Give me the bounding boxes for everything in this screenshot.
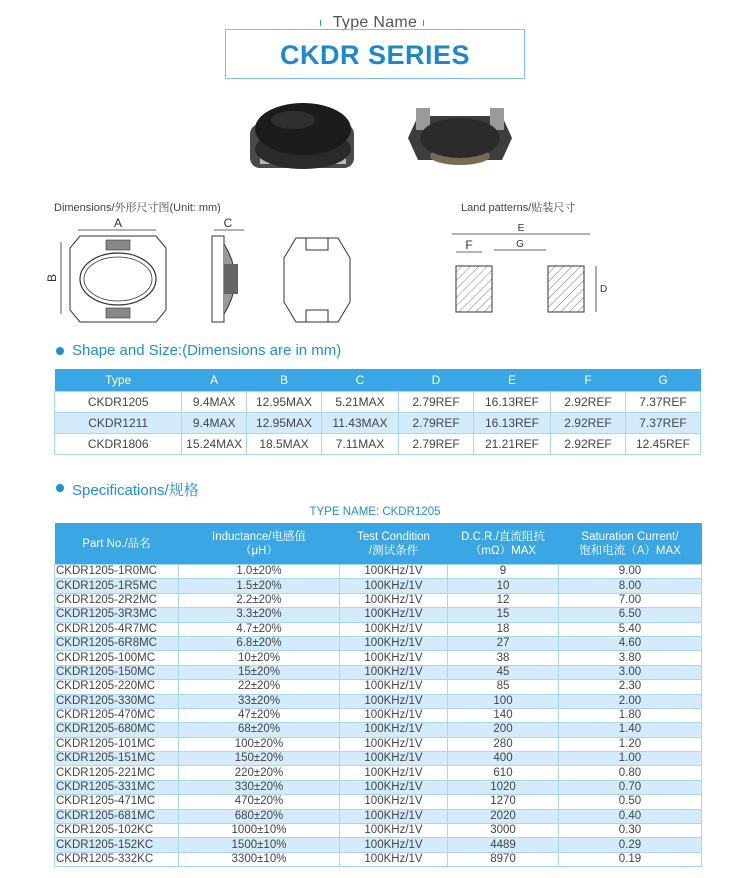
table-cell: 1500±10% [179,838,340,852]
table-cell: 2.79REF [399,434,474,455]
column-header [340,523,448,565]
core-inner [84,257,152,301]
header-line: Saturation Current/ [581,530,679,543]
table-cell: CKDR1205 [55,392,182,413]
table-cell: 100KHz/1V [340,608,448,622]
table-cell: CKDR1806 [55,434,182,455]
table-cell: 100KHz/1V [340,824,448,838]
table-cell: 1.5±20% [179,579,340,593]
pad-top [106,240,130,250]
table-cell: 100KHz/1V [340,651,448,665]
table-row [55,434,701,455]
winding [224,264,238,294]
table-cell: 100KHz/1V [340,809,448,823]
table-cell: 610 [448,766,559,780]
table-cell: 0.40 [559,809,702,823]
table-cell: 2020 [448,809,559,823]
table-row [55,392,701,413]
base-outline [284,238,350,322]
table-row [55,413,701,434]
table-cell: CKDR1205-4R7MC [55,622,179,636]
table-cell: CKDR1205-680MC [55,723,179,737]
table-cell: 100KHz/1V [340,680,448,694]
table-cell: 2.92REF [551,434,626,455]
table-cell: 1.0±20% [179,565,340,579]
dimension-drawing-bottom-view [282,234,352,326]
header-line: D.C.R./直流阻抗 [461,530,545,543]
dimensions-caption: Dimensions/外形尺寸图(Unit: mm) [54,202,221,214]
table-cell: 1000±10% [179,824,340,838]
table-cell: CKDR1205-471MC [55,795,179,809]
label-c: C [223,216,233,230]
table-cell: 16.13REF [473,413,550,434]
table-cell: CKDR1205-101MC [55,737,179,751]
table-cell: 7.11MAX [322,434,399,455]
table-cell: CKDR1205-331MC [55,780,179,794]
table-cell: 68±20% [179,723,340,737]
table-cell: 8970 [448,852,559,866]
table-cell: 3.3±20% [179,608,340,622]
column-header: C [322,369,399,392]
table-cell: CKDR1205-152KC [55,838,179,852]
table-cell: CKDR1205-150MC [55,665,179,679]
table-cell: 1270 [448,795,559,809]
column-header: G [625,369,700,392]
pad-bottom [106,308,130,318]
label-e: E [517,223,525,234]
label-a: A [113,216,123,230]
table-cell: 12.45REF [625,434,700,455]
header-line: （mΩ）MAX [469,544,537,557]
table-row [55,694,702,708]
table-cell: 5.21MAX [322,392,399,413]
table-cell: 0.70 [559,780,702,794]
table-cell: CKDR1205-3R3MC [55,608,179,622]
table-cell: 7.37REF [625,413,700,434]
shape-size-table [54,369,701,455]
table-cell: 9 [448,565,559,579]
column-header: A [182,369,247,392]
table-cell: 85 [448,680,559,694]
land-pattern-drawing [440,220,616,322]
table-cell: 3000 [448,824,559,838]
table-cell: 7.00 [559,593,702,607]
table-cell: CKDR1205-681MC [55,809,179,823]
table-header-row [55,369,701,392]
table-cell: 10±20% [179,651,340,665]
table-cell: 1.00 [559,752,702,766]
table-cell: 150±20% [179,752,340,766]
table-cell: 10 [448,579,559,593]
table-cell: 3.80 [559,651,702,665]
specifications-heading: Specifications/规格 [72,482,199,499]
dimension-drawing-top-view [45,214,168,326]
column-header: B [247,369,322,392]
column-header: E [473,369,550,392]
table-cell: CKDR1205-220MC [55,680,179,694]
table-cell: 100KHz/1V [340,737,448,751]
table-cell: 1.40 [559,723,702,737]
table-cell: 45 [448,665,559,679]
table-cell: 4.60 [559,636,702,650]
table-row [55,809,702,823]
table-cell: 15.24MAX [182,434,247,455]
table-cell: 12.95MAX [247,413,322,434]
core-base [420,118,500,158]
table-row [55,636,702,650]
table-row [55,608,702,622]
table-cell: 100KHz/1V [340,565,448,579]
table-row [55,780,702,794]
table-cell: 9.4MAX [182,392,247,413]
table-cell: 0.29 [559,838,702,852]
table-row [55,852,702,866]
table-cell: 2.92REF [551,413,626,434]
table-cell: 100KHz/1V [340,766,448,780]
header-line: （μH） [240,544,278,557]
table-cell: 18 [448,622,559,636]
table-cell: 100±20% [179,737,340,751]
table-cell: CKDR1205-102KC [55,824,179,838]
specifications-table [54,523,702,867]
table-cell: 100KHz/1V [340,622,448,636]
table-cell: 100KHz/1V [340,852,448,866]
table-row [55,665,702,679]
table-cell: 0.19 [559,852,702,866]
table-cell: 22±20% [179,680,340,694]
table-cell: 2.79REF [399,392,474,413]
header-line: /测试条件 [368,544,419,557]
table-cell: 4.7±20% [179,622,340,636]
table-cell: 16.13REF [473,392,550,413]
table-cell: 200 [448,723,559,737]
table-cell: 9.00 [559,565,702,579]
table-row [55,752,702,766]
table-cell: 8.00 [559,579,702,593]
header-line: Inductance/电感值 [212,530,306,543]
bullet-icon [56,484,64,492]
table-cell: 2.2±20% [179,593,340,607]
table-row [55,622,702,636]
table-row [55,680,702,694]
table-row [55,579,702,593]
table-cell: 18.5MAX [247,434,322,455]
product-photo-front [240,94,366,176]
product-photo-back [404,98,516,174]
table-cell: 3.00 [559,665,702,679]
type-name-text: Type Name [332,14,418,31]
table-cell: CKDR1205-151MC [55,752,179,766]
table-cell: 15 [448,608,559,622]
label-f: F [465,238,473,252]
table-cell: 100KHz/1V [340,665,448,679]
table-cell: 47±20% [179,708,340,722]
table-row [55,795,702,809]
table-cell: CKDR1205-470MC [55,708,179,722]
column-header: D [399,369,474,392]
core-top [255,103,351,155]
table-row [55,766,702,780]
land-pad-left [456,266,492,312]
table-cell: 100KHz/1V [340,752,448,766]
table-row [55,651,702,665]
table-cell: 100KHz/1V [340,636,448,650]
table-row [55,824,702,838]
table-cell: 11.43MAX [322,413,399,434]
table-cell: 0.80 [559,766,702,780]
table-cell: 100KHz/1V [340,723,448,737]
table-cell: 1.80 [559,708,702,722]
table-cell: 27 [448,636,559,650]
column-header [448,523,559,565]
table-cell: 4489 [448,838,559,852]
column-header [559,523,702,565]
divider-tick-right [423,20,430,26]
label-g: G [516,239,524,250]
table-cell: 680±20% [179,809,340,823]
table-cell: CKDR1205-100MC [55,651,179,665]
table-cell: 100KHz/1V [340,593,448,607]
table-cell: 100 [448,694,559,708]
table-cell: 38 [448,651,559,665]
table-cell: 470±20% [179,795,340,809]
table-cell: 140 [448,708,559,722]
table-cell: 220±20% [179,766,340,780]
shape-size-heading: Shape and Size:(Dimensions are in mm) [72,342,342,359]
label-b: B [45,273,59,283]
table-cell: 100KHz/1V [340,838,448,852]
table-row [55,737,702,751]
table-cell: 2.92REF [551,392,626,413]
column-header [55,523,179,565]
table-cell: 12 [448,593,559,607]
table-cell: 9.4MAX [182,413,247,434]
header-line: 饱和电流（A）MAX [579,544,681,557]
table-cell: CKDR1205-1R0MC [55,565,179,579]
table-cell: CKDR1205-330MC [55,694,179,708]
table-cell: 330±20% [179,780,340,794]
table-cell: 7.37REF [625,392,700,413]
table-cell: 15±20% [179,665,340,679]
table-cell: 0.50 [559,795,702,809]
table-cell: 2.30 [559,680,702,694]
table-cell: CKDR1205-2R2MC [55,593,179,607]
table-row [55,723,702,737]
table-cell: 0.30 [559,824,702,838]
table-cell: 6.50 [559,608,702,622]
table-row [55,565,702,579]
table-row [55,708,702,722]
land-patterns-caption: Land patterns/贴装尺寸 [461,202,576,214]
table-cell: 3300±10% [179,852,340,866]
table-cell: 12.95MAX [247,392,322,413]
table-cell: 100KHz/1V [340,795,448,809]
pad-top [306,238,328,250]
table-cell: 1020 [448,780,559,794]
header-line: Part No./品名 [82,537,151,550]
table-cell: 280 [448,737,559,751]
base-outline [212,236,224,322]
label-d: D [600,284,608,295]
table-cell: CKDR1205-6R8MC [55,636,179,650]
table-header-row [55,523,702,565]
table-cell: CKDR1205-221MC [55,766,179,780]
column-header [179,523,340,565]
table-cell: 1.20 [559,737,702,751]
core-outline [80,253,156,305]
table-cell: 2.00 [559,694,702,708]
header-line: Test Condition [357,530,430,543]
table-cell: 400 [448,752,559,766]
table-cell: 100KHz/1V [340,694,448,708]
table-cell: 2.79REF [399,413,474,434]
table-cell: 5.40 [559,622,702,636]
type-name-subtitle: TYPE NAME: CKDR1205 [309,506,441,518]
series-title: CKDR SERIES [279,40,471,70]
table-cell: CKDR1205-1R5MC [55,579,179,593]
table-cell: 100KHz/1V [340,780,448,794]
divider-tick-left [320,20,327,26]
table-cell: CKDR1205-332KC [55,852,179,866]
column-header: Type [55,369,182,392]
table-cell: 33±20% [179,694,340,708]
core-highlight [271,111,315,129]
table-cell: 21.21REF [473,434,550,455]
pad-bottom [306,310,328,322]
land-pad-right [548,266,584,312]
table-row [55,593,702,607]
table-cell: 100KHz/1V [340,708,448,722]
table-cell: 100KHz/1V [340,579,448,593]
column-header: F [551,369,626,392]
table-cell: CKDR1211 [55,413,182,434]
dimension-drawing-side-view [206,214,250,326]
table-cell: 6.8±20% [179,636,340,650]
bullet-icon [56,347,64,355]
table-row [55,838,702,852]
